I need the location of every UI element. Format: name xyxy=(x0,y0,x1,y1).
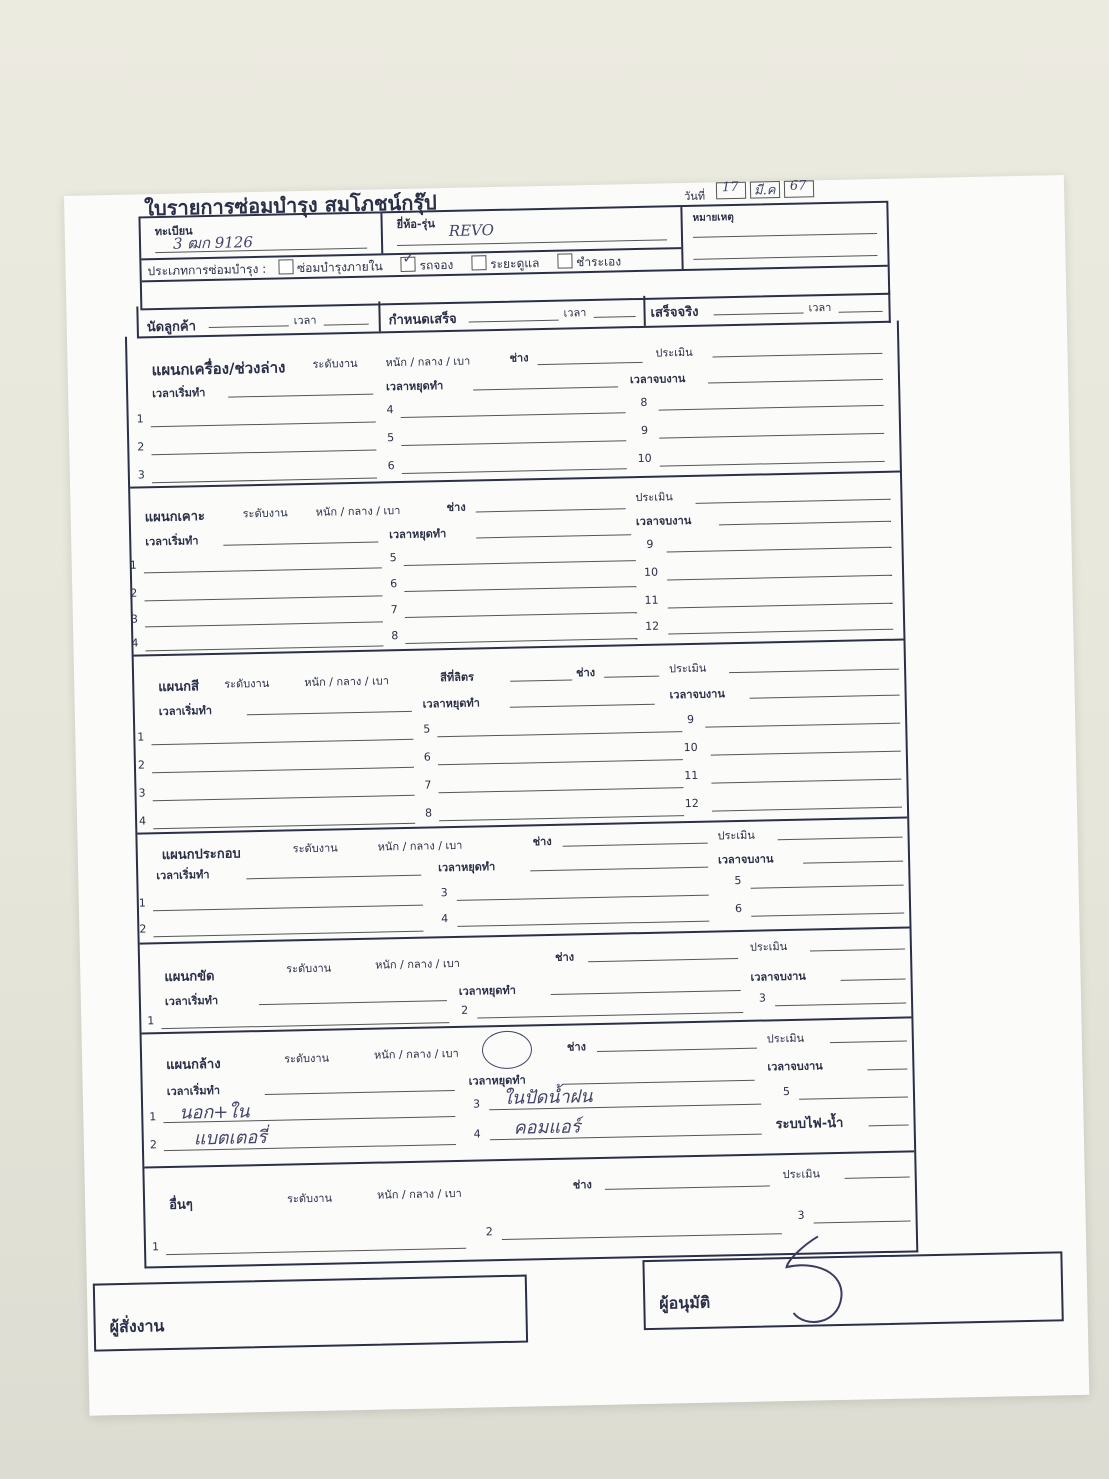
level-label: ระดับงาน xyxy=(283,1051,330,1066)
row-num: 6 xyxy=(387,459,395,473)
end-label: เวลาจบงาน xyxy=(669,687,726,702)
wash-entry-1: นอก+ใน xyxy=(179,1101,250,1124)
row-num: 8 xyxy=(424,806,433,820)
pause-label: เวลาหยุดทำ xyxy=(438,860,496,875)
due-label: กำหนดเสร็จ xyxy=(388,311,457,329)
start-label: เวลาเริ่มทำ xyxy=(166,1083,221,1099)
row-num: 3 xyxy=(758,991,767,1005)
technician-label: ช่าง xyxy=(509,351,529,365)
row-num: 11 xyxy=(644,593,659,607)
approver-signature xyxy=(774,1232,856,1334)
start-label: เวลาเริ่มทำ xyxy=(164,993,219,1009)
row-num: 5 xyxy=(389,551,397,565)
row-num: 1 xyxy=(129,558,137,572)
technician-label: ช่าง xyxy=(566,1040,587,1054)
row-num: 4 xyxy=(138,814,147,828)
row-num: 5 xyxy=(782,1084,791,1099)
level-options: หนัก / กลาง / เบา xyxy=(304,674,390,690)
row-num: 3 xyxy=(440,886,448,900)
row-num: 5 xyxy=(423,722,431,736)
level-options: หนัก / กลาง / เบา xyxy=(315,504,401,519)
row-num: 2 xyxy=(461,1003,469,1017)
evaluate-label: ประเมิน xyxy=(655,345,693,360)
technician-label: ช่าง xyxy=(446,500,466,515)
section-title: แผนกเครื่อง/ช่วงล่าง xyxy=(151,358,286,380)
evaluate-label: ประเมิน xyxy=(749,940,788,954)
due-time-label: เวลา xyxy=(563,306,587,320)
section-title: แผนกขัด xyxy=(164,969,215,986)
level-options: หนัก / กลาง / เบา xyxy=(373,1046,459,1062)
checkbox-icon xyxy=(278,259,293,274)
form-title: ใบรายการซ่อมบำรุง สมโภชน์กรุ๊ป xyxy=(144,190,437,221)
row-num: 8 xyxy=(391,629,399,643)
level-label: ระดับงาน xyxy=(224,676,270,691)
wash-entry-2: แบตเตอรี่ xyxy=(193,1126,268,1150)
row-num: 9 xyxy=(646,537,654,551)
level-label: ระดับงาน xyxy=(286,961,332,976)
row-num: 5 xyxy=(386,431,395,445)
row-num: 7 xyxy=(424,778,432,792)
repair-type-maintenance[interactable]: ระยะดูแล xyxy=(471,256,540,271)
end-label: เวลาจบงาน xyxy=(629,372,686,387)
row-num: 2 xyxy=(137,440,145,454)
section-title: อื่นๆ xyxy=(169,1197,194,1214)
row-num: 6 xyxy=(734,901,743,916)
level-options: หนัก / กลาง / เบา xyxy=(385,354,471,370)
selected-level-circle xyxy=(482,1030,533,1069)
section-title: แผนกเคาะ xyxy=(144,509,206,526)
end-label: เวลาจบงาน xyxy=(635,513,692,529)
row-num: 10 xyxy=(637,451,652,466)
registration-value: 3 ฒก 9126 xyxy=(172,233,254,253)
row-num: 1 xyxy=(138,896,146,910)
row-num: 1 xyxy=(137,730,145,744)
checked-checkbox-icon: ✓ xyxy=(400,257,415,272)
row-num: 9 xyxy=(686,712,695,727)
date-label: วันที่ xyxy=(684,189,706,204)
approver-label: ผู้อนุมัติ xyxy=(659,1292,711,1313)
checkbox-icon xyxy=(471,255,486,270)
section-title: แผนกล้าง xyxy=(166,1056,221,1074)
date-year: 67 xyxy=(789,178,807,194)
row-num: 9 xyxy=(640,423,649,437)
technician-label: ช่าง xyxy=(554,950,575,964)
start-label: เวลาเริ่มทำ xyxy=(156,868,210,883)
evaluate-label: ประเมิน xyxy=(782,1167,821,1182)
row-num: 4 xyxy=(441,912,449,926)
row-num: 1 xyxy=(136,412,144,426)
row-num: 10 xyxy=(643,565,659,579)
start-label: เวลาเริ่มทำ xyxy=(158,704,213,719)
row-num: 1 xyxy=(151,1240,160,1254)
wash-entry-4: คอมแอร์ xyxy=(513,1116,581,1139)
repair-type-self-pay[interactable]: ชำระเอง xyxy=(557,254,621,269)
date-day: 17 xyxy=(721,179,739,196)
row-num: 8 xyxy=(640,395,648,409)
pause-label: เวลาหยุดทำ xyxy=(458,983,516,998)
row-num: 7 xyxy=(390,603,398,617)
row-num: 2 xyxy=(149,1138,158,1152)
end-label: เวลาจบงาน xyxy=(767,1059,823,1074)
section-engine xyxy=(127,321,899,457)
pause-label: เวลาหยุดทำ xyxy=(468,1073,526,1088)
level-label: ระดับงาน xyxy=(312,356,358,371)
brand-label: ยี่ห้อ-รุ่น xyxy=(396,217,436,232)
repair-type-booked[interactable]: ✓ รถจอง xyxy=(402,250,454,273)
row-num: 3 xyxy=(472,1097,481,1111)
evaluate-label: ประเมิน xyxy=(635,490,673,505)
checkbox-icon xyxy=(557,253,572,268)
row-num: 1 xyxy=(147,1014,155,1028)
row-num: 1 xyxy=(149,1110,157,1124)
evaluate-label: ประเมิน xyxy=(668,661,707,676)
technician-label: ช่าง xyxy=(532,834,552,849)
row-num: 4 xyxy=(473,1127,481,1141)
row-num: 11 xyxy=(684,768,699,783)
section-polish xyxy=(140,926,912,1030)
pause-label: เวลาหยุดทำ xyxy=(385,379,444,394)
done-time-label: เวลา xyxy=(808,300,832,315)
note-label: หมายเหตุ xyxy=(692,211,734,224)
row-num: 3 xyxy=(137,468,145,482)
row-num: 6 xyxy=(423,750,431,764)
row-num: 3 xyxy=(797,1208,805,1222)
section-paint xyxy=(134,639,908,833)
end-label: เวลาจบงาน xyxy=(750,969,806,984)
start-label: เวลาเริ่มทำ xyxy=(152,386,206,401)
department-table xyxy=(125,321,918,1269)
start-label: เวลาเริ่มทำ xyxy=(145,534,199,549)
registration-label: ทะเบียน xyxy=(154,224,193,239)
repair-type-internal[interactable]: ซ่อมบำรุงภายใน xyxy=(278,259,383,275)
appointment-label: นัดลูกค้า xyxy=(146,319,197,336)
section-wash xyxy=(142,1016,915,1162)
row-num: 12 xyxy=(645,619,660,633)
pause-label: เวลาหยุดทำ xyxy=(422,696,480,711)
appointment-time-label: เวลา xyxy=(293,313,317,328)
row-num: 3 xyxy=(138,786,146,800)
row-num: 2 xyxy=(139,922,147,936)
evaluate-label: ประเมิน xyxy=(766,1031,805,1046)
technician-label: ช่าง xyxy=(575,665,596,680)
level-options: หนัก / กลาง / เบา xyxy=(375,956,460,972)
row-num: 12 xyxy=(684,796,699,811)
row-num: 2 xyxy=(485,1225,493,1239)
level-options: หนัก / กลาง / เบา xyxy=(377,838,463,854)
assigner-label: ผู้สั่งงาน xyxy=(109,1316,165,1337)
repair-type-label: ประเภทการซ่อมบำรุง : xyxy=(147,261,267,279)
section-title: แผนกประกอบ xyxy=(161,846,241,864)
section-body xyxy=(130,471,903,652)
approver-box[interactable] xyxy=(642,1251,1063,1330)
row-num: 10 xyxy=(683,740,698,755)
level-label: ระดับงาน xyxy=(242,506,288,521)
row-num: 2 xyxy=(130,586,138,600)
brand-value: REVO xyxy=(448,221,495,240)
assigner-box[interactable] xyxy=(93,1275,528,1352)
row-num: 2 xyxy=(137,758,146,772)
end-label: เวลาจบงาน xyxy=(717,852,774,867)
row-num: 5 xyxy=(734,873,742,888)
row-num: 3 xyxy=(130,612,139,626)
wash-entry-3: ในปัดน้ำฝน xyxy=(502,1086,593,1110)
level-label: ระดับงาน xyxy=(286,1191,333,1206)
row-num: 4 xyxy=(386,403,394,417)
technician-label: ช่าง xyxy=(572,1178,592,1192)
section-title: แผนกสี xyxy=(158,679,200,696)
section-assembly xyxy=(137,816,909,936)
repair-form-sheet xyxy=(64,175,1089,1416)
paint-used-label: สีที่ลิตร xyxy=(440,670,475,685)
level-options: หนัก / กลาง / เบา xyxy=(376,1186,462,1202)
row-num: 4 xyxy=(131,636,139,650)
evaluate-label: ประเมิน xyxy=(717,828,756,843)
row-num: 6 xyxy=(390,577,398,591)
utilities-label: ระบบไฟ-น้ำ xyxy=(775,1115,844,1133)
done-label: เสร็จจริง xyxy=(650,304,699,321)
pause-label: เวลาหยุดทำ xyxy=(389,527,447,542)
date-month: มี.ค xyxy=(753,183,776,199)
level-label: ระดับงาน xyxy=(292,841,338,856)
